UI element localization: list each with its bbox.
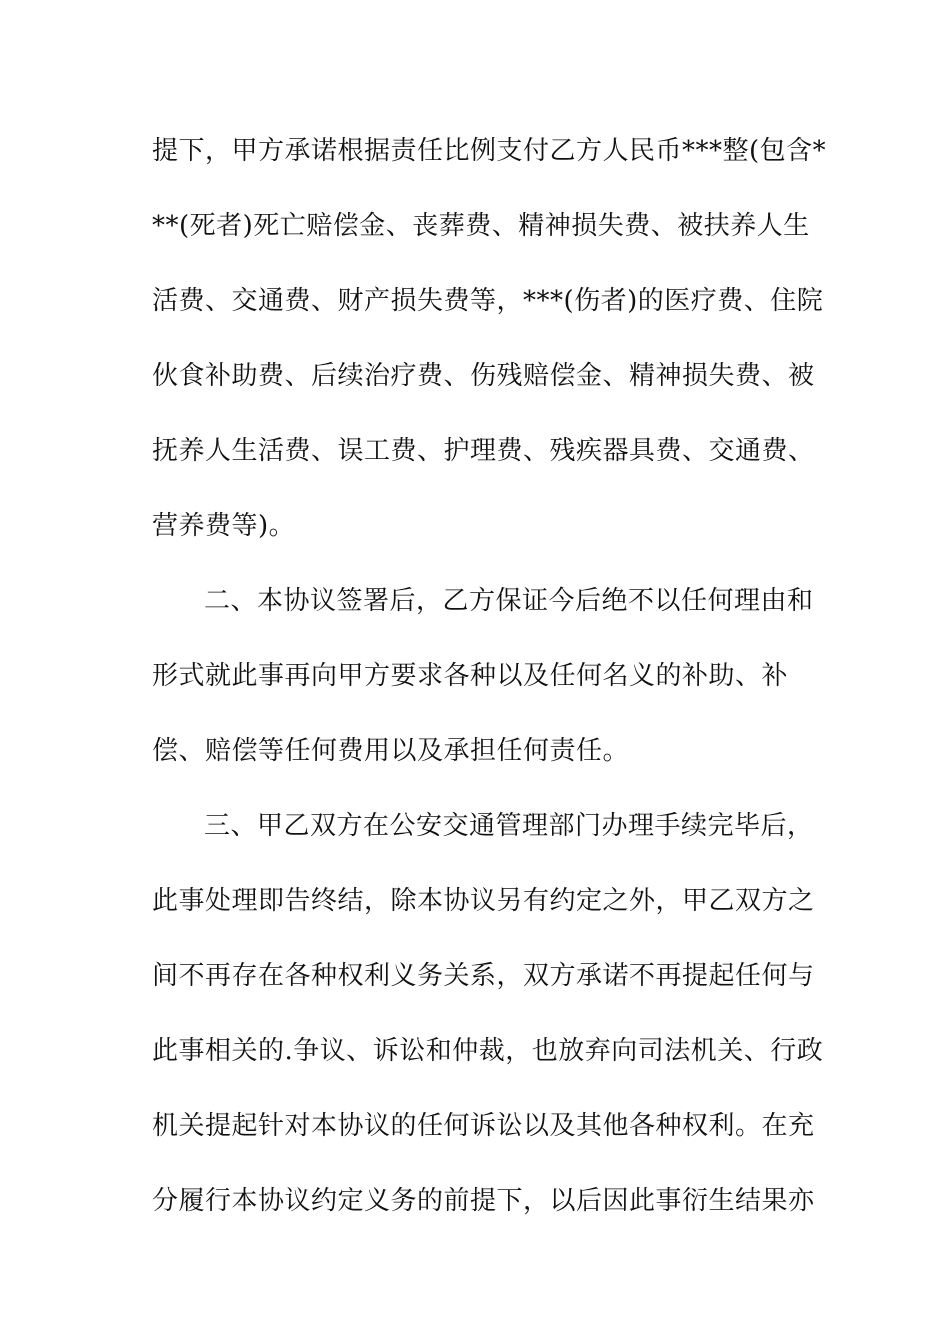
paragraph-2-first-line: 二、本协议签署后，乙方保证今后绝不以任何理由和 [204, 586, 814, 616]
text-line-1: 提下，甲方承诺根据责任比例支付乙方人民币***整(包含* [152, 136, 827, 166]
text-line-14: 机关提起针对本协议的任何诉讼以及其他各种权利。在充 [152, 1111, 815, 1141]
text-line-13: 此事相关的.争议、诉讼和仲裁，也放弃向司法机关、行政 [152, 1036, 824, 1066]
text-line-6: 营养费等)。 [152, 511, 296, 541]
text-line-3: 活费、交通费、财产损失费等，***(伤者)的医疗费、住院 [152, 286, 824, 316]
text-line-9: 偿、赔偿等任何费用以及承担任何责任。 [152, 736, 630, 766]
text-line-4: 伙食补助费、后续治疗费、伤残赔偿金、精神损失费、被 [152, 361, 815, 391]
text-line-15: 分履行本协议约定义务的前提下，以后因此事衍生结果亦 [152, 1186, 815, 1216]
text-line-5: 抚养人生活费、误工费、护理费、残疾器具费、交通费、 [152, 436, 815, 466]
text-line-8: 形式就此事再向甲方要求各种以及任何名义的补助、补 [152, 661, 789, 691]
text-line-2: **(死者)死亡赔偿金、丧葬费、精神损失费、被扶养人生 [152, 211, 810, 241]
text-line-11: 此事处理即告终结，除本协议另有约定之外，甲乙双方之 [152, 886, 815, 916]
text-line-12: 间不再存在各种权利义务关系，双方承诺不再提起任何与 [152, 961, 815, 991]
paragraph-3-first-line: 三、甲乙双方在公安交通管理部门办理手续完毕后， [204, 811, 814, 841]
